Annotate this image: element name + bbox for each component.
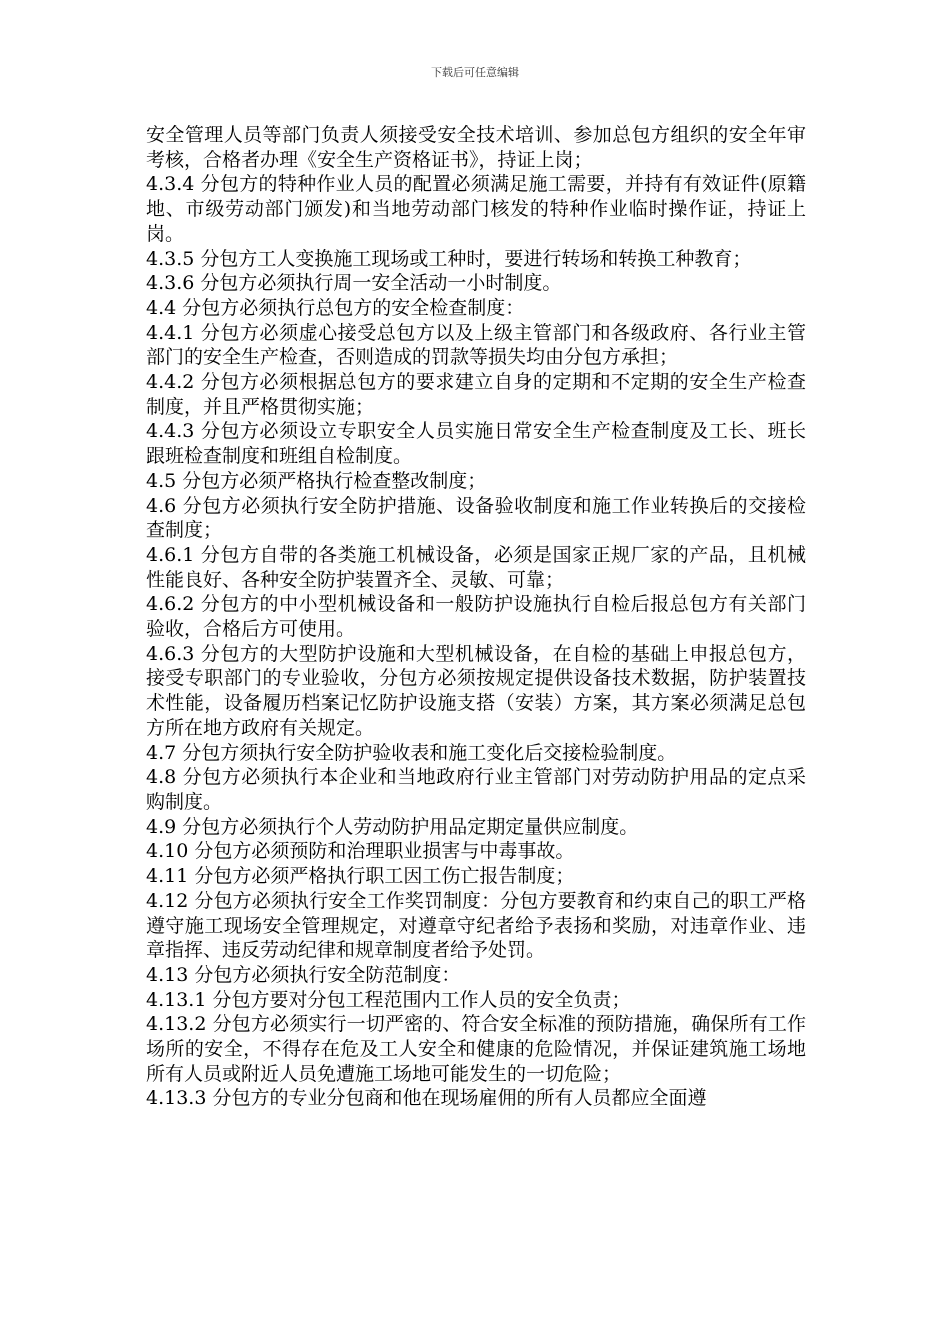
paragraph: 4.6 分包方必须执行安全防护措施、设备验收制度和施工作业转换后的交接检查制度； <box>146 494 806 542</box>
paragraph: 4.6.1 分包方自带的各类施工机械设备，必须是国家正规厂家的产品，且机械性能良好、各种安全防护装置齐全、灵敏、可靠； <box>146 543 806 591</box>
page-header: 下载后可任意编辑 <box>431 66 519 79</box>
paragraph: 4.13.3 分包方的专业分包商和他在现场雇佣的所有人员都应全面遵 <box>146 1087 707 1110</box>
paragraph: 4.10 分包方必须预防和治理职业损害与中毒事故。 <box>146 840 575 863</box>
paragraph: 4.3.5 分包方工人变换施工现场或工种时，要进行转场和转换工种教育； <box>146 247 752 270</box>
paragraph: 4.12 分包方必须执行安全工作奖罚制度：分包方要教育和约束自己的职工严格遵守施工现场安全管理规定，对遵章守纪者给予表扬和奖励，对违章作业、违章指挥、违反劳动纪律和规章制度者给予处罚。 <box>146 889 806 962</box>
document-body <box>146 123 806 1111</box>
paragraph: 安全管理人员等部门负责人须接受安全技术培训、参加总包方组织的安全年审考核，合格者办理《安全生产资格证书》，持证上岗； <box>146 124 806 171</box>
paragraph: 4.4.2 分包方必须根据总包方的要求建立自身的定期和不定期的安全生产检查制度，并且严格贯彻实施； <box>146 371 806 418</box>
paragraph: 4.7 分包方须执行安全防护验收表和施工变化后交接检验制度。 <box>146 741 677 764</box>
paragraph: 4.3.4 分包方的特种作业人员的配置必须满足施工需要，并持有有效证件(原籍地、市级劳动部门颁发)和当地劳动部门核发的特种作业临时操作证，持证上岗。 <box>146 173 806 245</box>
paragraph: 4.13 分包方必须执行安全防范制度： <box>146 963 461 986</box>
paragraph: 4.4.1 分包方必须虚心接受总包方以及上级主管部门和各级政府、各行业主管部门的安全生产检查，否则造成的罚款等损失均由分包方承担； <box>146 321 806 369</box>
paragraph: 4.11 分包方必须严格执行职工因工伤亡报告制度； <box>146 865 575 888</box>
paragraph: 4.6.3 分包方的大型防护设施和大型机械设备，在自检的基础上申报总包方，接受专职部门的专业验收，分包方必须按规定提供设备技术数据，防护装置技术性能，设备履历档案记忆防护设施支搭（安装）方案，其方案必须满足总包方所在地方政府有关规定。 <box>146 642 806 739</box>
paragraph: 4.13.2 分包方必须实行一切严密的、符合安全标准的预防措施，确保所有工作场所的安全，不得存在危及工人安全和健康的危险情况，并保证建筑施工场地所有人员或附近人员免遭施工场地可能发生的一切危险； <box>146 1013 806 1085</box>
paragraph: 4.6.2 分包方的中小型机械设备和一般防护设施执行自检后报总包方有关部门验收，合格后方可使用。 <box>146 593 806 641</box>
paragraph: 4.4.3 分包方必须设立专职安全人员实施日常安全生产检查制度及工长、班长跟班检查制度和班组自检制度。 <box>146 420 806 468</box>
paragraph: 4.3.6 分包方必须执行周一安全活动一小时制度。 <box>146 272 562 295</box>
paragraph: 4.13.1 分包方要对分包工程范围内工作人员的安全负责； <box>146 988 631 1011</box>
paragraph: 4.4 分包方必须执行总包方的安全检查制度： <box>146 296 525 319</box>
paragraph: 4.5 分包方必须严格执行检查整改制度； <box>146 469 487 492</box>
paragraph: 4.9 分包方必须执行个人劳动防护用品定期定量供应制度。 <box>146 815 639 838</box>
paragraph: 4.8 分包方必须执行本企业和当地政府行业主管部门对劳动防护用品的定点采购制度。 <box>146 766 806 813</box>
